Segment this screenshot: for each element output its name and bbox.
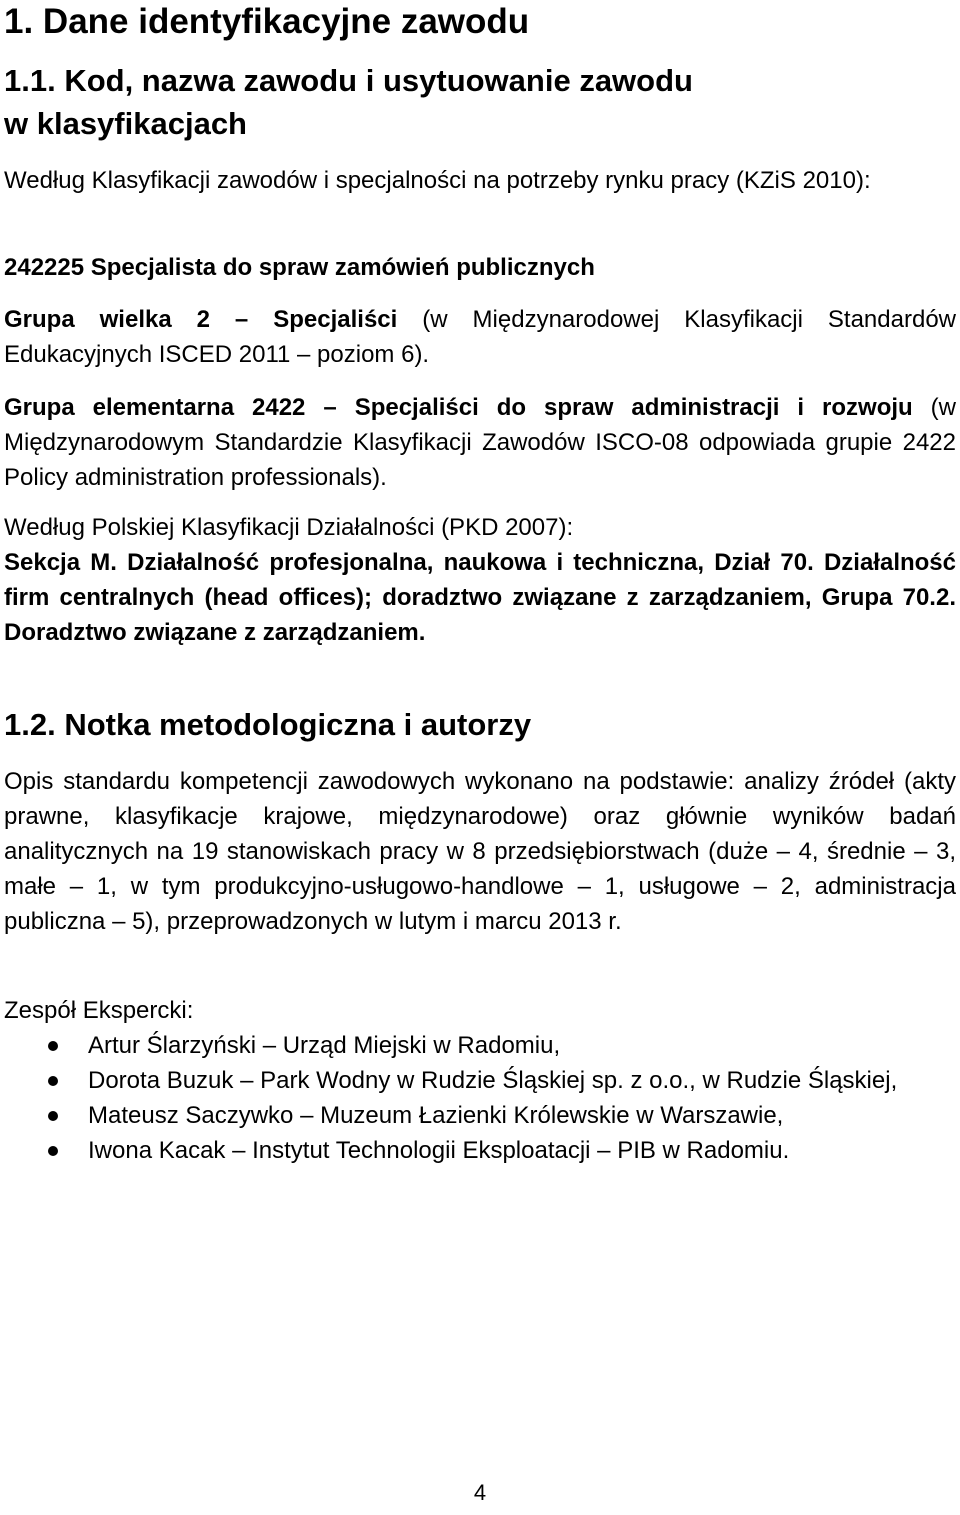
kzis-intro: Według Klasyfikacji zawodów i specjalności na potrzeby rynku pracy (KZiS 2010):: [4, 167, 871, 194]
major-group-label: Grupa wielka 2 – Specjaliści: [4, 306, 398, 333]
bullet-icon: [48, 1076, 58, 1086]
heading-line-1: 1.1. Kod, nazwa zawodu i usytuowanie zawodu: [4, 63, 693, 98]
expert-list-item: Iwona Kacak – Instytut Technologii Eksploatacji – PIB w Radomiu.: [4, 1133, 956, 1168]
heading-dane-identyfikacyjne: 1. Dane identyfikacyjne zawodu: [4, 2, 530, 41]
methodology-paragraph: Opis standardu kompetencji zawodowych wykonano na podstawie: analizy źródeł (akty prawne, klasyfikacje krajowe, międzynarodowe) oraz głównie wyników badań analitycznych na 19 stanowiskach pracy w 8 przedsiębiorstwach (duże – 4, średnie – 3, małe – 1, w tym produkcyjno-usługowo-handlowe – 1, usługowe – 2, administracja publiczna – 5), przeprowadzonych w lutym i marcu 2013 r.: [4, 768, 956, 935]
heading-line-2: w klasyfikacjach: [4, 106, 247, 141]
expert-list: [4, 1028, 956, 1168]
expert-list-item: Dorota Buzuk – Park Wodny w Rudzie Śląskiej sp. z o.o., w Rudzie Śląskiej,: [4, 1063, 956, 1098]
bullet-icon: [48, 1146, 58, 1156]
major-group-text: (w Międzynarodowej Klasyfikacji Standardów Edukacyjnych ISCED 2011 – poziom 6).: [4, 306, 956, 368]
heading-kod-nazwa-zawodu: [4, 59, 693, 145]
pkd-detail: Sekcja M. Działalność profesjonalna, naukowa i techniczna, Dział 70. Działalność firm centralnych (head offices); doradztwo związane z zarządzaniem, Grupa 70.2. Doradztwo związane z zarządzaniem.: [4, 549, 956, 646]
expert-team-label: Zespół Ekspercki:: [4, 997, 194, 1024]
bullet-icon: [48, 1111, 58, 1121]
expert-list-item: Artur Ślarzyński – Urząd Miejski w Radomiu,: [4, 1028, 956, 1063]
elementary-group-text: (w Międzynarodowym Standardzie Klasyfikacji Zawodów ISCO-08 odpowiada grupie 2422 Policy administration professionals).: [4, 394, 956, 491]
heading-notka-metodologiczna: 1.2. Notka metodologiczna i autorzy: [4, 707, 532, 742]
expert-list-item: Mateusz Saczywko – Muzeum Łazienki Królewskie w Warszawie,: [4, 1098, 956, 1133]
occupation-code-name: 242225 Specjalista do spraw zamówień publicznych: [4, 254, 595, 281]
page-number: 4: [473, 1480, 487, 1505]
elementary-group-paragraph: [4, 390, 956, 495]
pkd-intro: Według Polskiej Klasyfikacji Działalności (PKD 2007):: [4, 514, 574, 541]
bullet-icon: [48, 1041, 58, 1051]
elementary-group-label: Grupa elementarna 2422 – Specjaliści do spraw administracji i rozwoju: [4, 394, 913, 421]
major-group-paragraph: [4, 302, 956, 372]
